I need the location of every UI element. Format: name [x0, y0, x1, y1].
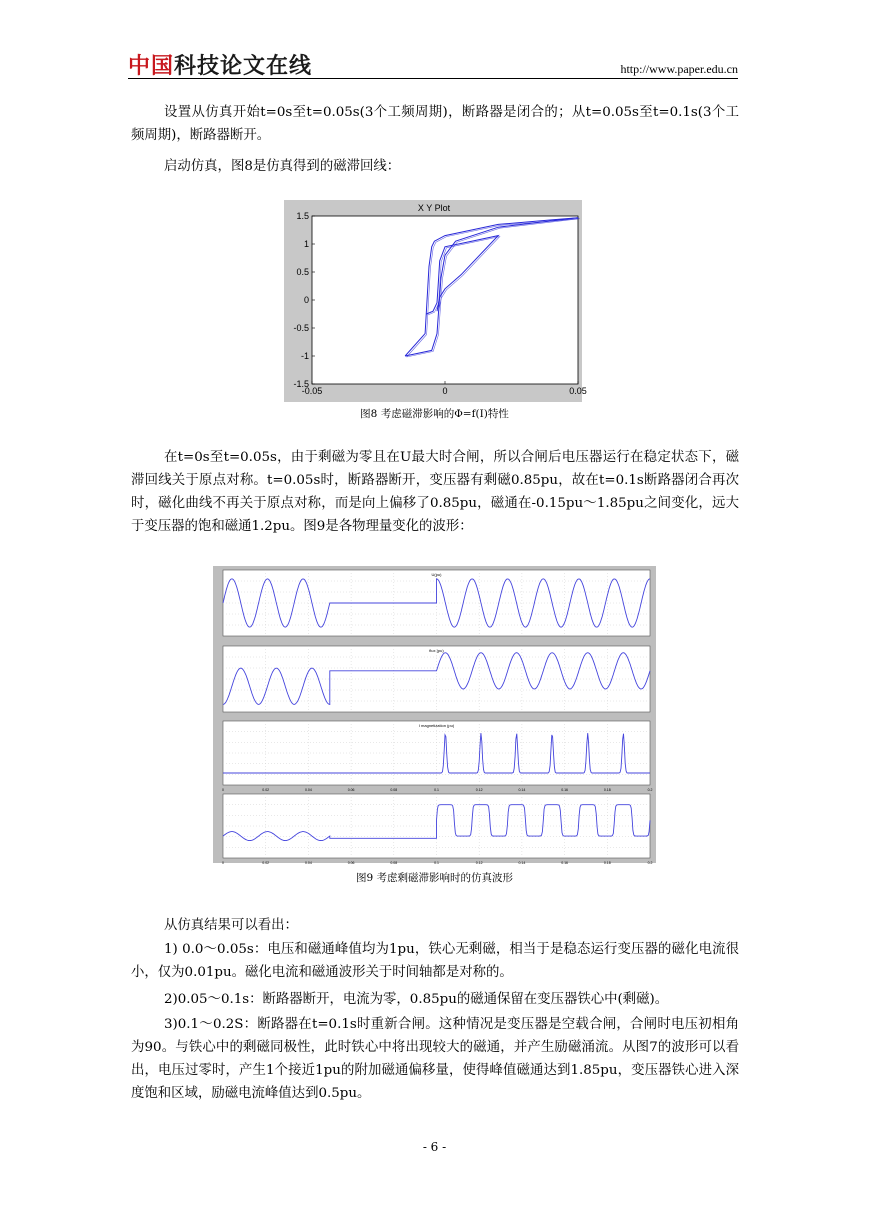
- y-tick-label: 0.5: [296, 267, 309, 277]
- paragraph-conclusion-2: 2)0.05～0.1s：断路器断开，电流为零，0.85pu的磁通保留在变压器铁心中(剩磁)。: [164, 992, 669, 1007]
- scope-panel-3: [222, 721, 652, 792]
- time-tick-label: 0.04: [304, 788, 312, 792]
- time-tick-label: 0.1: [434, 788, 439, 792]
- time-tick-label: 0.02: [262, 861, 270, 865]
- paragraph-conclusion-intro: 从仿真结果可以看出：: [164, 918, 298, 933]
- time-tick-label: 0.06: [347, 788, 355, 792]
- plot-area: [312, 216, 578, 384]
- x-tick-label: 0: [442, 386, 448, 396]
- figure-9-caption: 图9 考虑剩磁滞影响时的仿真波形: [355, 872, 514, 884]
- time-tick-label: 0.04: [304, 861, 312, 865]
- scope-panel-1: [223, 570, 650, 636]
- x-tick-label: -0.05: [301, 386, 323, 396]
- panel-label: U(pu): [431, 572, 442, 577]
- page-number: - 6 -: [422, 1140, 447, 1154]
- x-tick-label: 0.05: [569, 386, 587, 396]
- y-tick-label: -1.5: [293, 379, 309, 389]
- time-tick-label: 0.14: [518, 861, 526, 865]
- time-tick-label: 0.16: [561, 788, 569, 792]
- logo-dark-text: 科技论文在线: [174, 54, 313, 79]
- scope-panel-2: [223, 646, 650, 712]
- paragraph-conclusion-3: 3)0.1～0.2S：断路器在t=0.1s时重新合闸。这种情况是变压器是空载合闸，合闸时电压初相角为90。与铁心中的剩磁同极性，此时铁心中将出现较大的磁通，并产生励磁涌流。从图7的波形可以看出，电压过零时，产生1个接近1pu的附加磁通偏移量，使得峰值磁通达到1.85pu，变压器铁心进入深度饱和区域，励磁电流峰值达到0.5pu。: [131, 1017, 739, 1101]
- scope-panel-4: [222, 794, 652, 865]
- panel-label: I magnetization (pu): [418, 723, 455, 728]
- figure-8-xy-plot: [284, 200, 587, 402]
- time-tick-label: 0.14: [518, 788, 526, 792]
- time-tick-label: 0.06: [347, 861, 355, 865]
- paragraph-conclusion-1: 1) 0.0～0.05s：电压和磁通峰值均为1pu，铁心无剩磁，相当于是稳态运行变压器的磁化电流很小，仅为0.01pu。磁化电流和磁通波形关于时间轴都是对称的。: [131, 942, 739, 980]
- time-tick-label: 0: [222, 861, 224, 865]
- paragraph-analysis: 在t=0s至t=0.05s，由于剩磁为零且在U最大时合闸，所以合闸后电压器运行在稳定状态下，磁滞回线关于原点对称。t=0.05s时，断路器断开，变压器有剩磁0.85pu，故在t=0.1s断路器闭合再次时，磁化曲线不再关于原点对称，而是向上偏移了0.85pu，磁通在-0.15pu～1.85pu之间变化，远大于变压器的饱和磁通1.2pu。图9是各物理量变化的波形：: [131, 450, 739, 534]
- y-tick-label: -0.5: [293, 323, 309, 333]
- figure-9-waveforms: [213, 566, 656, 863]
- y-tick-label: 0: [303, 295, 309, 305]
- site-url[interactable]: http://www.paper.edu.cn: [620, 62, 738, 76]
- y-tick-label: 1: [303, 239, 309, 249]
- time-tick-label: 0.16: [561, 861, 569, 865]
- time-tick-label: 0.18: [603, 788, 611, 792]
- time-tick-label: 0: [222, 788, 224, 792]
- time-tick-label: 0.1: [434, 861, 439, 865]
- time-tick-label: 0.2: [647, 861, 653, 865]
- time-tick-label: 0.2: [647, 788, 653, 792]
- logo-red-text: 中国: [128, 54, 175, 79]
- time-tick-label: 0.18: [603, 861, 611, 865]
- time-tick-label: 0.02: [262, 788, 270, 792]
- figure-8-caption: 图8 考虑磁滞影响的Φ=f(I)特性: [360, 408, 509, 420]
- header-divider: [128, 78, 738, 79]
- time-tick-label: 0.08: [390, 861, 398, 865]
- y-tick-label: 1.5: [296, 211, 309, 221]
- y-tick-label: -1: [300, 351, 309, 361]
- time-tick-label: 0.12: [475, 861, 483, 865]
- time-tick-label: 0.08: [390, 788, 398, 792]
- plot-title: X Y Plot: [417, 203, 451, 213]
- panel-label: flux (pu): [429, 648, 444, 653]
- paragraph-start: 启动仿真，图8是仿真得到的磁滞回线：: [164, 159, 401, 174]
- site-logo[interactable]: [128, 49, 312, 80]
- time-tick-label: 0.12: [475, 788, 483, 792]
- paragraph-setup: 设置从仿真开始t=0s至t=0.05s(3个工频周期)，断路器是闭合的；从t=0.05s至t=0.1s(3个工频周期)，断路器断开。: [131, 105, 739, 143]
